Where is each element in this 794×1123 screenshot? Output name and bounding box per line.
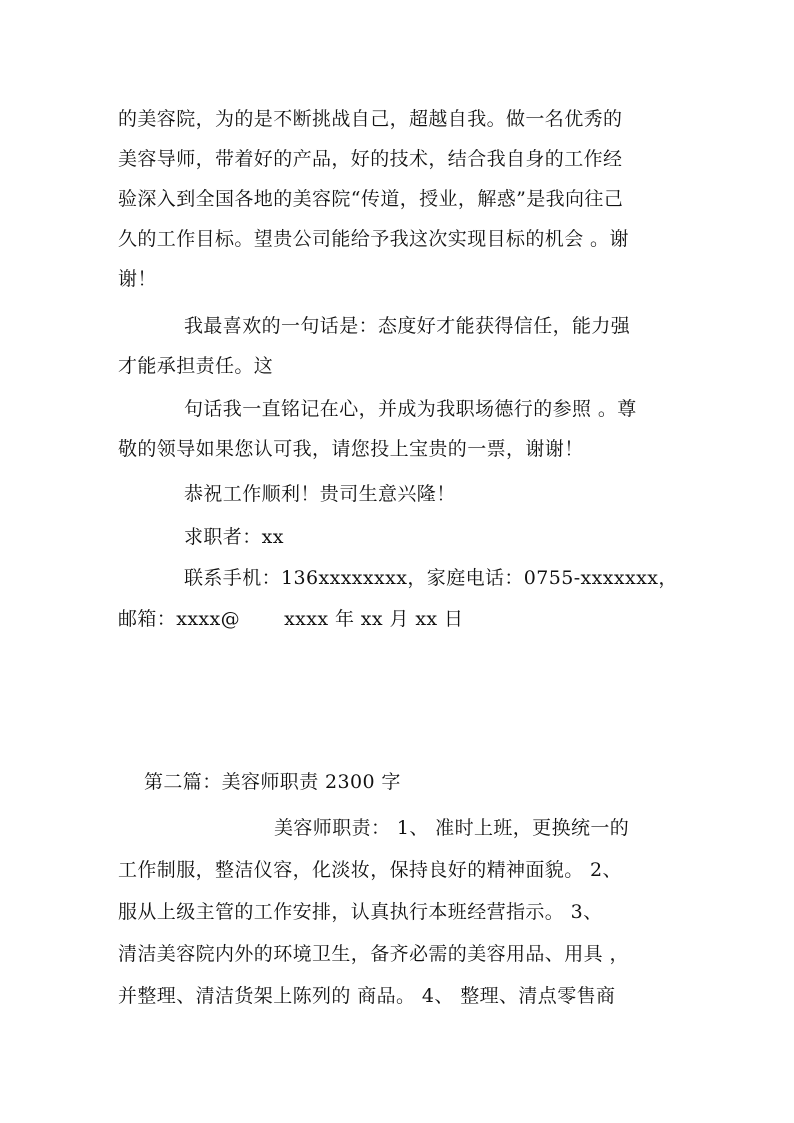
paragraph-line: 谢！	[118, 268, 157, 290]
paragraph-line: 并整理、清洁货架上陈列的 商品。 4、 整理、清点零售商	[118, 985, 616, 1007]
paragraph-line: 工作制服，整洁仪容，化淡妆，保持良好的精神面貌。 2、	[118, 859, 622, 881]
contact-line: 联系手机：136xxxxxxxx，家庭电话：0755-xxxxxxx，	[184, 567, 678, 589]
paragraph-line: 句话我一直铭记在心，并成为我职场德行的参照 。尊	[184, 398, 637, 420]
paragraph-line: 服从上级主管的工作安排，认真执行本班经营指示。 3、	[118, 901, 603, 923]
paragraph-line: 清洁美容院内外的环境卫生，备齐必需的美容用品、用具 ，	[118, 943, 629, 965]
paragraph-line: 美容导师，带着好的产品，好的技术，结合我自身的工作经	[118, 148, 623, 170]
paragraph-line: 美容师职责： 1、 准时上班，更换统一的	[274, 817, 630, 839]
paragraph-line: 敬的领导如果您认可我，请您投上宝贵的一票，谢谢！	[118, 438, 584, 460]
paragraph-line: 我最喜欢的一句话是：态度好才能获得信任，能力强	[184, 315, 631, 337]
paragraph-line: 验深入到全国各地的美容院“传道，授业，解惑”是我向往己	[118, 188, 624, 210]
email-date-line	[118, 606, 678, 632]
applicant-line: 求职者：xx	[184, 526, 284, 548]
section-heading: 第二篇：美容师职责 2300 字	[144, 771, 401, 793]
closing-line: 恭祝工作顺利！贵司生意兴隆！	[184, 483, 456, 505]
email-text: 邮箱：xxxx@	[118, 608, 241, 630]
date-text: xxxx 年 xx 月 xx 日	[284, 608, 464, 630]
paragraph-line: 才能承担责任。这	[118, 355, 274, 377]
paragraph-line: 久的工作目标。望贵公司能给予我这次实现目标的机会 。谢	[118, 228, 629, 250]
paragraph-line: 的美容院，为的是不断挑战自己，超越自我。做一名优秀的	[118, 108, 623, 130]
